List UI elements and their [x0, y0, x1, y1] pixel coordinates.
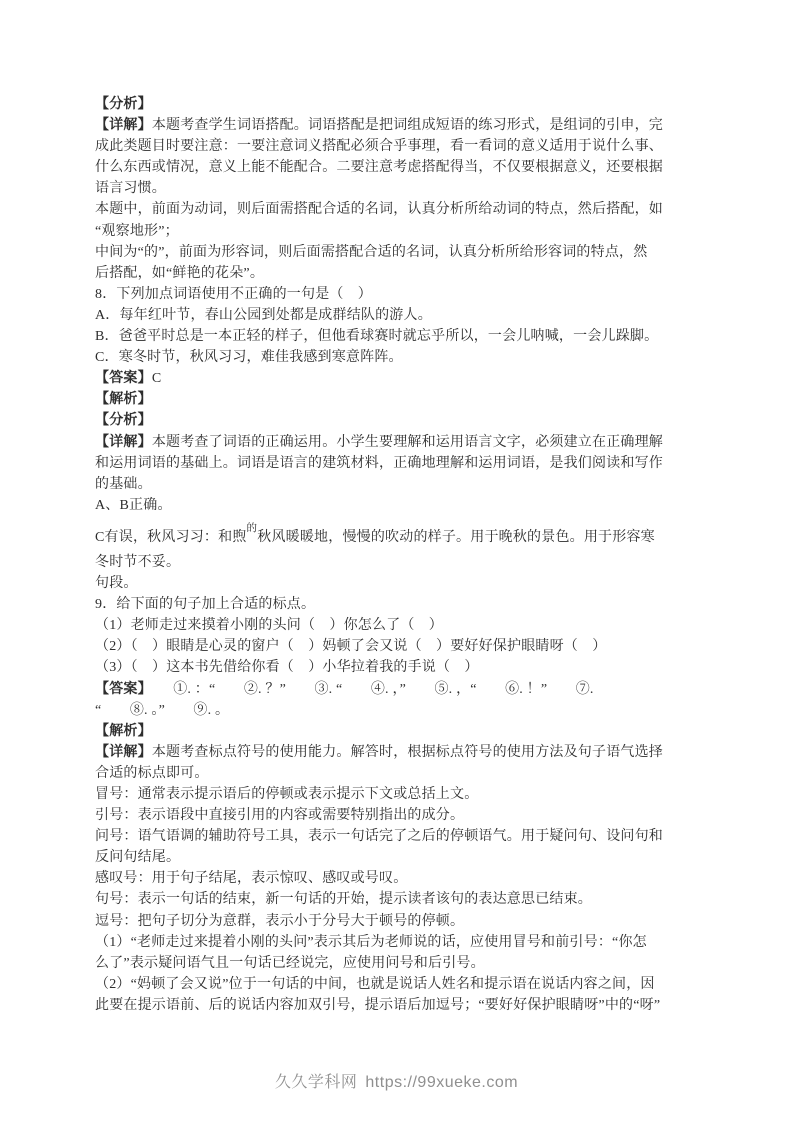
- line-text: 冬时节不妥。: [95, 554, 181, 570]
- line-text: 秋风暖暖地，慢慢的吹动的样子。用于晚秋的景色。用于形容寒: [257, 529, 655, 545]
- text-line: [95, 911, 725, 932]
- line-text: （3）（ ）这本书先借给你看（ ）小华拉着我的手说（ ）: [95, 660, 479, 676]
- line-text: 反问句结尾。: [95, 850, 181, 866]
- text-line: [95, 495, 725, 516]
- text-line: [95, 805, 725, 826]
- bracket-marker: 【分析】: [95, 413, 152, 429]
- line-text: 和运用词语的基础上。词语是语言的建筑材料，正确地理解和运用词语，是我们阅读和写作: [95, 455, 663, 471]
- line-text: “ ⑧. 。” ⑨. 。: [95, 702, 230, 718]
- line-text: C: [151, 371, 162, 387]
- text-line: [95, 474, 725, 495]
- line-text: 句号：表示一句话的结束，新一句话的开始，提示读者该句的表达意思已结束。: [95, 892, 592, 908]
- bracket-marker: 【详解】: [95, 118, 152, 134]
- line-text: 语言习惯。: [95, 181, 166, 197]
- line-text: 问号：语气语调的辅助符号工具，表示一句话完了之后的停顿语气。用于疑问句、设问句和: [95, 829, 663, 845]
- line-text: 成此类题目时要注意：一要注意词义搭配必须合乎事理，看一看词的意义适用于说什么事、: [95, 139, 663, 155]
- line-text: 么了”表示疑问语气且一句话已经说完，应使用问号和后引号。: [95, 955, 485, 971]
- line-text: （2）（ ）眼睛是心灵的窗户（ ）妈顿了会又说（ ）要好好保护眼睛呀（ ）: [95, 639, 607, 655]
- question-8-option-a: [95, 305, 725, 326]
- text-line: [95, 523, 725, 548]
- line-text: A、B正确。: [95, 497, 172, 513]
- line-text: 此要在提示语前、后的说话内容加双引号，提示语后加逗号；“要好好保护眼睛呀”中的“呀”: [95, 997, 661, 1013]
- text-line: [95, 115, 725, 136]
- text-line: [95, 995, 725, 1016]
- answer-9-line-2: [95, 700, 725, 721]
- question-9-item-2: [95, 636, 725, 657]
- text-line: [95, 552, 725, 573]
- line-text: （2）“妈顿了会又说”位于一句话的中间，也就是说话人姓名和提示语在说话内容之间，因: [95, 976, 655, 992]
- line-text: 引号：表示语段中直接引用的内容或需要特别指出的成分。: [95, 808, 465, 824]
- text-line: [95, 410, 725, 431]
- text-line: [95, 721, 725, 742]
- watermark-site-name: 久久学科网: [274, 1074, 358, 1091]
- document-body: [95, 94, 725, 1016]
- line-text: 本题中，前面为动词，则后面需搭配合适的名词，认真分析所给动词的特点，然后搭配，如: [95, 202, 663, 218]
- line-text: 中间为“的”，前面为形容词，则后面需搭配合适的名词，认真分析所给形容词的特点，然: [95, 244, 648, 260]
- line-text: 本题考查学生词语搭配。词语搭配是把词组成短语的练习形式，是组词的引申，完: [151, 118, 664, 134]
- bracket-marker: 【解析】: [95, 723, 152, 739]
- line-text: ①. ：“ ②. ？” ③. “ ④. ，” ⑤. ，“ ⑥. ！” ⑦.: [144, 681, 594, 697]
- text-line: [95, 742, 725, 763]
- line-text: C．寒冬时节，秋风习习，难佳我感到寒意阵阵。: [95, 350, 403, 366]
- question-9-item-3: [95, 657, 725, 678]
- text-line: [95, 94, 725, 115]
- text-line: [95, 573, 725, 594]
- watermark-url: https://99xueke.com: [365, 1074, 519, 1091]
- text-line: [95, 432, 725, 453]
- line-text: “观察地形”；: [95, 223, 179, 239]
- line-text: （1）“老师走过来提着小刚的头问”表示其后为老师说的话，应使用冒号和前引号：“你怎: [95, 934, 647, 950]
- question-8: [95, 284, 725, 305]
- question-8-option-c: [95, 347, 725, 368]
- line-text: 什么东西或情况，意义上能不能配合。二要注意考虑搭配得当，不仅要根据意义，还要根据: [95, 160, 663, 176]
- text-line: [95, 263, 725, 284]
- line-text: 逗号：把句子切分为意群，表示小于分号大于顿号的停顿。: [95, 913, 465, 929]
- text-line: [95, 889, 725, 910]
- text-line: [95, 453, 725, 474]
- watermark-footer: [0, 1069, 793, 1092]
- bracket-marker: 【答案】: [95, 681, 145, 697]
- text-line: [95, 178, 725, 199]
- line-text: 本题考查标点符号的使用能力。解答时，根据标点符号的使用方法及句子语气选择: [151, 744, 664, 760]
- question-8-option-b: [95, 326, 725, 347]
- answer-9-line-1: [95, 679, 725, 700]
- answer-8: [95, 368, 725, 389]
- text-line: [95, 763, 725, 784]
- bracket-marker: 【分析】: [95, 97, 152, 112]
- question-9: [95, 594, 725, 615]
- text-line: [95, 953, 725, 974]
- text-line: [95, 826, 725, 847]
- line-text: 句段。: [95, 576, 138, 592]
- bracket-marker: 【答案】: [95, 371, 152, 387]
- line-text: B．爸爸平时总是一本正轻的样子，但他看球赛时就忘乎所以，一会儿呐喊，一会儿跺脚。: [95, 329, 659, 345]
- line-text: 感叹号：用于句子结尾，表示惊叹、感叹或号叹。: [95, 871, 408, 887]
- text-line: [95, 868, 725, 889]
- line-text: 本题考查了词语的正确运用。小学生要理解和运用语言文字，必须建立在正确理解: [151, 434, 664, 450]
- question-9-item-1: [95, 615, 725, 636]
- text-line: [95, 784, 725, 805]
- line-text: C有误，秋风习习：和煦: [95, 529, 247, 545]
- blank-line: [95, 516, 725, 527]
- text-line: [95, 974, 725, 995]
- line-text: （1）老师走过来摸着小刚的头问（ ）你怎么了（ ）: [95, 618, 443, 634]
- text-line: [95, 932, 725, 953]
- text-line: [95, 242, 725, 263]
- line-text: 后搭配，如“鲜艳的花朵”。: [95, 265, 265, 281]
- superscript-text: 的: [246, 523, 258, 535]
- text-line: [95, 136, 725, 157]
- text-line: [95, 221, 725, 242]
- text-line: [95, 389, 725, 410]
- line-text: 8．下列加点词语使用不正确的一句是（ ）: [95, 286, 372, 302]
- line-text: 的基础。: [95, 476, 152, 492]
- line-text: 合适的标点即可。: [95, 765, 209, 781]
- bracket-marker: 【详解】: [95, 744, 152, 760]
- bracket-marker: 【解析】: [95, 392, 152, 408]
- line-text: 冒号：通常表示提示语后的停顿或表示提示下文或总括上文。: [95, 787, 479, 802]
- line-text: A．每年红叶节，春山公园到处都是成群结队的游人。: [95, 307, 432, 323]
- text-line: [95, 847, 725, 868]
- text-line: [95, 157, 725, 178]
- text-line: [95, 199, 725, 220]
- bracket-marker: 【详解】: [95, 434, 152, 450]
- line-text: 9．给下面的句子加上合适的标点。: [95, 597, 316, 613]
